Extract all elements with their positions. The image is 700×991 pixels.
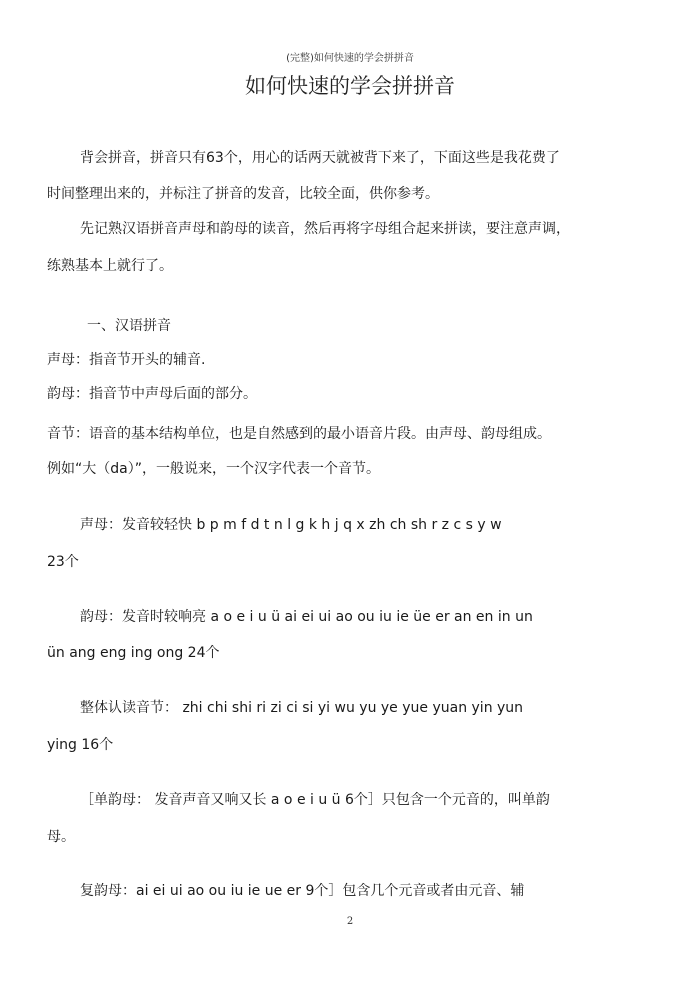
definition-yinjie-line-2: 例如“大（da）”，一般说来，一个汉字代表一个音节。 (47, 461, 380, 477)
fuyunmu-line-1: 复韵母：ai ei ui ao ou iu ie ue er 9个］包含几个元音或者由元音、辅 (80, 883, 525, 899)
section-heading: 一、汉语拼音 (87, 318, 171, 334)
intro-paragraph-2-line-1: 先记熟汉语拼音声母和韵母的读音，然后再将字母组合起来拼读，要注意声调， (80, 221, 570, 237)
danyunmu-line-1: ［单韵母： 发音声音又响又长 a o e i u ü 6个］只包含一个元音的，叫单韵 (80, 792, 550, 808)
yunmu-list-line-2: ün ang eng ing ong 24个 (47, 645, 220, 661)
intro-paragraph-2-line-2: 练熟基本上就行了。 (47, 258, 173, 274)
intro-paragraph-1-line-1: 背会拼音，拼音只有63个，用心的话两天就被背下来了，下面这些是我花费了 (80, 150, 560, 166)
shengmu-list-line-2: 23个 (47, 554, 79, 570)
header-note: (完整)如何快速的学会拼拼音 (286, 53, 414, 64)
zhengti-list-line-2: ying 16个 (47, 737, 114, 753)
definition-yinjie-line-1: 音节：语音的基本结构单位，也是自然感到的最小语音片段。由声母、韵母组成。 (47, 426, 551, 442)
yunmu-list-line-1: 韵母：发音时较响亮 a o e i u ü ai ei ui ao ou iu ie üe er an en in un (80, 609, 533, 625)
page-number: 2 (346, 916, 354, 927)
intro-paragraph-1-line-2: 时间整理出来的，并标注了拼音的发音，比较全面，供你参考。 (47, 186, 439, 202)
definition-yunmu: 韵母：指音节中声母后面的部分。 (47, 386, 257, 402)
danyunmu-line-2: 母。 (47, 829, 75, 845)
document-title: 如何快速的学会拼拼音 (245, 74, 455, 98)
shengmu-list-line-1: 声母：发音较轻快 b p m f d t n l g k h j q x zh ch sh r z c s y w (80, 517, 502, 533)
definition-shengmu: 声母：指音节开头的辅音. (47, 352, 206, 368)
zhengti-list-line-1: 整体认读音节： zhi chi shi ri zi ci si yi wu yu ye yue yuan yin yun (80, 700, 524, 716)
